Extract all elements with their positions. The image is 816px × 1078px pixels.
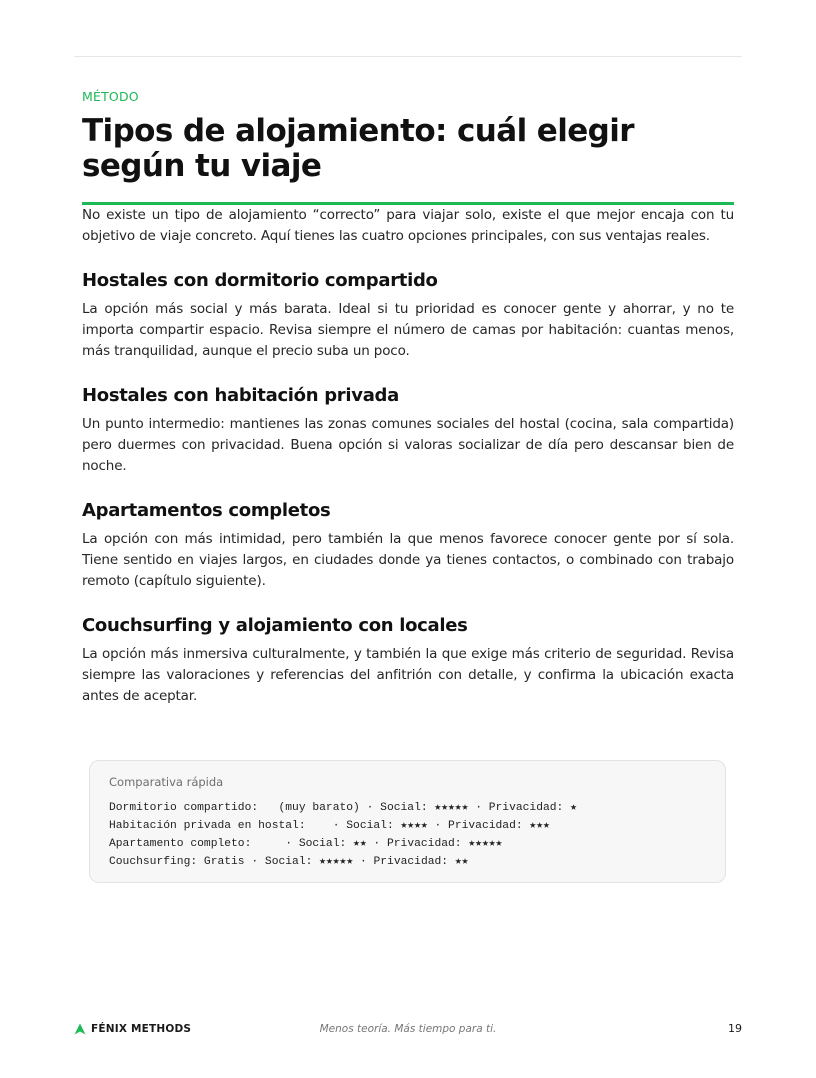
comparison-callout <box>89 760 726 883</box>
page-footer <box>74 1020 742 1040</box>
header-divider <box>74 56 742 57</box>
page-title: Tipos de alojamiento: cuál elegir según tu viaje <box>82 113 634 184</box>
section-heading-apartment: Apartamentos completos <box>82 500 331 521</box>
footer-tagline: Menos teoría. Más tiempo para ti. <box>319 1023 497 1035</box>
comparison-line-couchsurfing: Couchsurfing: Gratis · Social: ★★★★★ · Privacidad: ★★ <box>109 856 469 868</box>
section-body-apartment: La opción con más intimidad, pero también la que menos favorece conocer gente por sí sola. Tiene sentido en viajes largos, en ciudades donde ya tienes contactos, o combinado con trabajo remoto (capítulo siguiente). <box>82 531 734 589</box>
section-body-dorm: La opción más social y más barata. Ideal si tu prioridad es conocer gente y ahorrar, y no te importa compartir espacio. Revisa siempre el número de camas por habitación: cuantas menos, más tranquilidad, aunque el precio suba un poco. <box>82 301 734 359</box>
section-body-private-room: Un punto intermedio: mantienes las zonas comunes sociales del hostal (cocina, sala compartida) pero duermes con privacidad. Buena opción si valoras socializar de día pero descansar bien de noche. <box>82 416 734 474</box>
callout-title: Comparativa rápida <box>109 775 224 789</box>
intro-paragraph: No existe un tipo de alojamiento “correcto” para viajar solo, existe el que mejor encaja con tu objetivo de viaje concreto. Aquí tienes las cuatro opciones principales, con sus ventajas reales. <box>82 207 734 244</box>
section-heading-dorm: Hostales con dormitorio compartido <box>82 270 438 291</box>
footer-brand-name: FÉNIX METHODS <box>91 1023 192 1035</box>
section-heading-private-room: Hostales con habitación privada <box>82 385 399 406</box>
comparison-line-private-room: Habitación privada en hostal: · Social: ★★★★ · Privacidad: ★★★ <box>109 820 550 832</box>
comparison-line-apartment: Apartamento completo: · Social: ★★ · Privacidad: ★★★★★ <box>109 838 503 850</box>
section-heading-couchsurfing: Couchsurfing y alojamiento con locales <box>82 615 468 636</box>
page-number: 19 <box>728 1022 742 1035</box>
section-body-couchsurfing: La opción más inmersiva culturalmente, y también la que exige más criterio de seguridad. Revisa siempre las valoraciones y referencias del anfitrión con detalle, y confirma la ubicación exacta antes de aceptar. <box>82 646 734 704</box>
section-eyebrow: MÉTODO <box>82 89 139 104</box>
comparison-line-dorm: Dormitorio compartido: (muy barato) · Social: ★★★★★ · Privacidad: ★ <box>109 802 577 814</box>
main-content <box>82 88 734 707</box>
